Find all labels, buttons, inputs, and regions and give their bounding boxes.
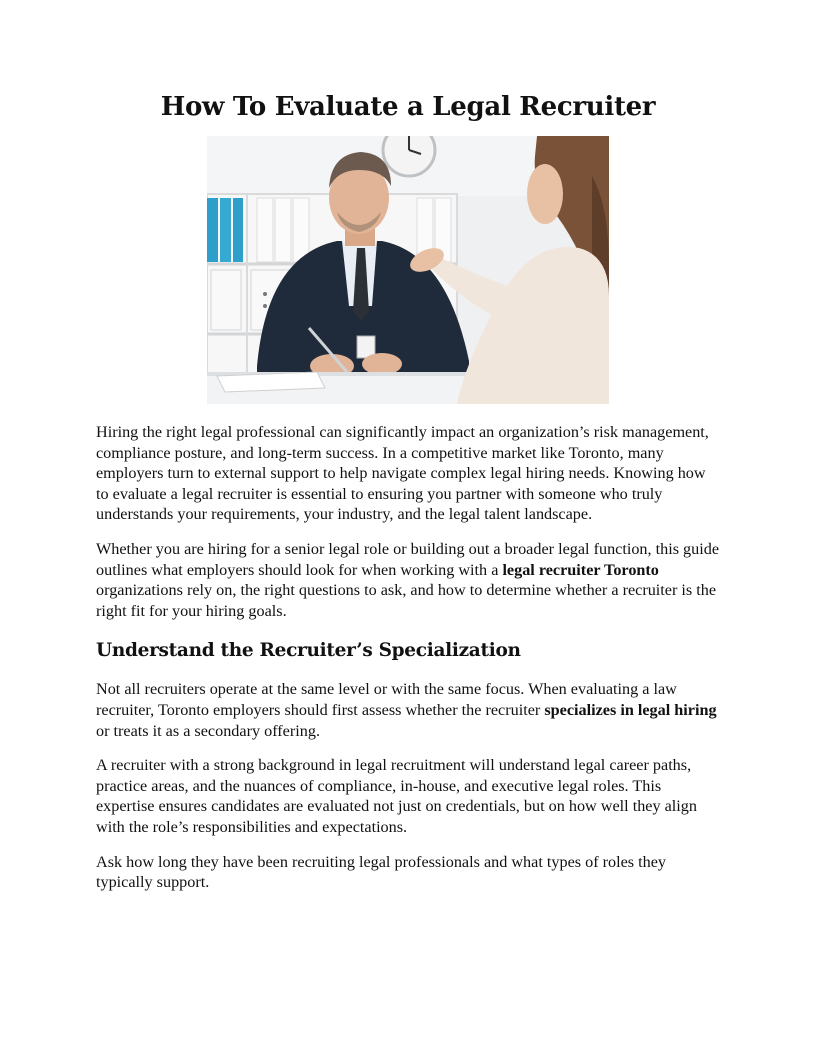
background-paragraph: A recruiter with a strong background in legal recruitment will understand legal career paths, practice areas, and the nuances of compliance, in-house, and executive legal roles. This expertise ensures candidates are evaluated not just on credentials, but on how well they align with the role’s responsibilities and expectations. (96, 756, 697, 836)
hero-photo (207, 136, 609, 404)
specialization-bold: specializes in legal hiring (544, 700, 717, 719)
intro-paragraph: Hiring the right legal professional can significantly impact an organization’s risk management, compliance posture, and long-term success. In a competitive market like Toronto, many employers turn to external support to help navigate complex legal hiring needs. Knowing how to evaluate a legal recruiter is essential to ensuring you partner with someone who truly understands your requirements, your industry, and the legal talent landscape. (96, 423, 709, 524)
keyword-bold: legal recruiter Toronto (502, 560, 659, 579)
ask-paragraph: Ask how long they have been recruiting legal professionals and what types of roles they typically support. (96, 852, 667, 892)
specialization-paragraph: Not all recruiters operate at the same level or with the same focus. When evaluating a law recruiter, Toronto employers should first assess whether the recruiter specializes in legal hiring or treats it as a secondary offering. (96, 680, 717, 740)
section-heading: Understand the Recruiter’s Specialization (96, 640, 521, 662)
article-body (96, 422, 720, 907)
guide-paragraph: Whether you are hiring for a senior legal role or building out a broader legal function, this guide outlines what employers should look for when working with a legal recruiter Toronto organizations rely on, the right questions to ask, and how to determine whether a recruiter is the right fit for your hiring goals. (96, 539, 720, 620)
page-title: How To Evaluate a Legal Recruiter (160, 92, 656, 122)
